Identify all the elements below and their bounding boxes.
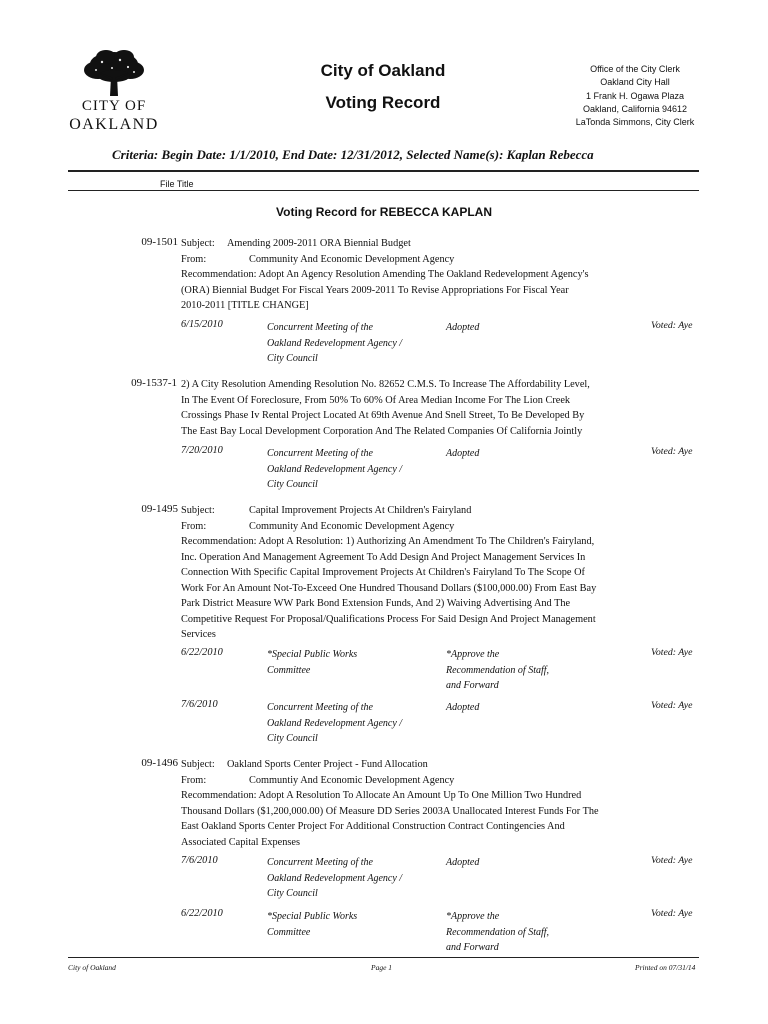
vote-result: Voted: Aye	[651, 855, 693, 866]
logo-text-city-of: CITY OF	[81, 98, 147, 114]
vote-action: *Approve the Recommendation of Staff, and Forward	[446, 649, 550, 691]
vote-action: Adopted	[446, 448, 480, 459]
footer-city: City of Oakland	[68, 963, 116, 972]
office-line: Oakland City Hall	[600, 77, 670, 88]
record-body	[181, 757, 651, 850]
vote-meeting: *Special Public Works Committee	[267, 911, 358, 938]
vote-meeting: Concurrent Meeting of the Oakland Redevelopment Agency / City Council	[267, 322, 403, 364]
subject-text: Oakland Sports Center Project - Fund Allocation	[227, 759, 428, 770]
vote-action: Adopted	[446, 322, 480, 333]
description-line: Inc. Operation And Management Agreement To Add Design And Project Management Services In	[181, 551, 586, 563]
criteria-line: Criteria: Begin Date: 1/1/2010, End Date: 12/31/2012, Selected Name(s): Kaplan Rebecca	[112, 147, 594, 162]
file-number: 09-1495	[141, 503, 178, 515]
divider	[68, 190, 699, 191]
subject-text: Amending 2009-2011 ORA Biennial Budget	[227, 238, 411, 249]
section-title: Voting Record for REBECCA KAPLAN	[276, 205, 492, 219]
vote-date: 6/22/2010	[181, 647, 223, 658]
vote-result: Voted: Aye	[651, 446, 693, 457]
oak-tree-icon	[68, 48, 160, 98]
vote-result: Voted: Aye	[651, 320, 693, 331]
description-line: The East Bay Local Development Corporation And The Related Companies Of California Jointly	[181, 425, 583, 437]
record-body	[181, 236, 651, 314]
vote-result: Voted: Aye	[651, 647, 693, 658]
record-body	[181, 503, 651, 643]
vote-date: 7/6/2010	[181, 855, 218, 866]
vote-meeting: Concurrent Meeting of the Oakland Redevelopment Agency / City Council	[267, 702, 403, 744]
vote-meeting: Concurrent Meeting of the Oakland Redevelopment Agency / City Council	[267, 857, 403, 899]
description-line: Services	[181, 629, 216, 640]
description-line: Thousand Dollars ($1,200,000.00) Of Measure DD Series 2003A Unallocated Interest Funds For The	[181, 805, 599, 817]
from-text: Communtiy And Economic Development Agency	[249, 774, 455, 786]
description-line: East Oakland Sports Center Project For Additional Construction Contract Contingencies And	[181, 821, 565, 832]
vote-action: Adopted	[446, 857, 480, 868]
description-line: Work For An Amount Not-To-Exceed One Hundred Thousand Dollars ($100,000.00) From East Bay	[181, 582, 597, 594]
vote-date: 6/22/2010	[181, 908, 223, 919]
description-line: 2010-2011 [TITLE CHANGE]	[181, 300, 309, 311]
description-line: In The Event Of Foreclosure, From 50% To 60% Of Area Median Income For The Lion Creek	[181, 394, 571, 406]
footer-page-number: Page 1	[371, 963, 393, 972]
description-line: Connection With Specific Capital Improvement Projects At Children's Fairyland To The Scope Of	[181, 567, 585, 578]
file-number: 09-1501	[141, 236, 178, 248]
document-subtitle: Voting Record	[325, 93, 441, 112]
description-line: (ORA) Biennial Budget For Fiscal Years 2009-2011 To Revise Appropriations For Fiscal Year	[181, 284, 569, 296]
description-line: 2) A City Resolution Amending Resolution No. 82652 C.M.S. To Increase The Affordability Level,	[181, 379, 590, 390]
document-title: City of Oakland	[320, 61, 446, 80]
record-body	[181, 377, 651, 439]
vote-result: Voted: Aye	[651, 908, 693, 919]
description-line: Competitive Request For Proposal/Qualifications Process For Said Design And Project Management	[181, 613, 596, 625]
footer-divider	[68, 957, 699, 958]
description-line: Park District Measure WW Park Bond Extension Funds, And 2) Waiving Advertising And The	[181, 598, 571, 609]
office-address	[560, 63, 710, 129]
office-line: Office of the City Clerk	[590, 64, 680, 74]
city-logo	[68, 48, 160, 138]
column-header-file-title: File Title	[160, 179, 194, 189]
vote-date: 7/6/2010	[181, 699, 218, 710]
from-label: From:	[181, 253, 207, 265]
file-number: 09-1537-1	[131, 377, 177, 389]
subject-text: Capital Improvement Projects At Children's Fairyland	[249, 505, 472, 516]
file-number: 09-1496	[141, 757, 178, 769]
office-line: LaTonda Simmons, City Clerk	[575, 117, 695, 128]
vote-meeting: Concurrent Meeting of the Oakland Redevelopment Agency / City Council	[267, 448, 403, 490]
description-line: Recommendation: Adopt A Resolution: 1) Authorizing An Amendment To The Children's Fairyland,	[181, 536, 595, 547]
from-label: From:	[181, 774, 207, 786]
description-line: Associated Capital Expenses	[181, 836, 300, 848]
subject-label: Subject:	[181, 238, 215, 249]
description-line: Recommendation: Adopt A Resolution To Allocate An Amount Up To One Million Two Hundred	[181, 790, 582, 801]
from-label: From:	[181, 520, 207, 532]
vote-action: *Approve the Recommendation of Staff, and Forward	[446, 911, 550, 953]
subject-label: Subject:	[181, 759, 215, 770]
logo-text-oakland: OAKLAND	[69, 116, 159, 133]
footer-printed-date: Printed on 07/31/14	[635, 963, 696, 972]
subject-label: Subject:	[181, 505, 215, 516]
from-text: Community And Economic Development Agency	[249, 253, 455, 265]
description-line: Crossings Phase Iv Rental Project Located At 69th Avenue And Snell Street, To Be Developed By	[181, 410, 585, 421]
vote-meeting: *Special Public Works Committee	[267, 649, 358, 676]
vote-date: 7/20/2010	[181, 445, 223, 456]
office-line: Oakland, California 94612	[582, 103, 688, 114]
vote-date: 6/15/2010	[181, 319, 223, 330]
vote-action: Adopted	[446, 702, 480, 713]
divider	[68, 170, 699, 172]
from-text: Community And Economic Development Agency	[249, 520, 455, 532]
office-line: 1 Frank H. Ogawa Plaza	[585, 90, 685, 101]
vote-result: Voted: Aye	[651, 700, 693, 711]
description-line: Recommendation: Adopt An Agency Resolution Amending The Oakland Redevelopment Agency's	[181, 269, 589, 280]
